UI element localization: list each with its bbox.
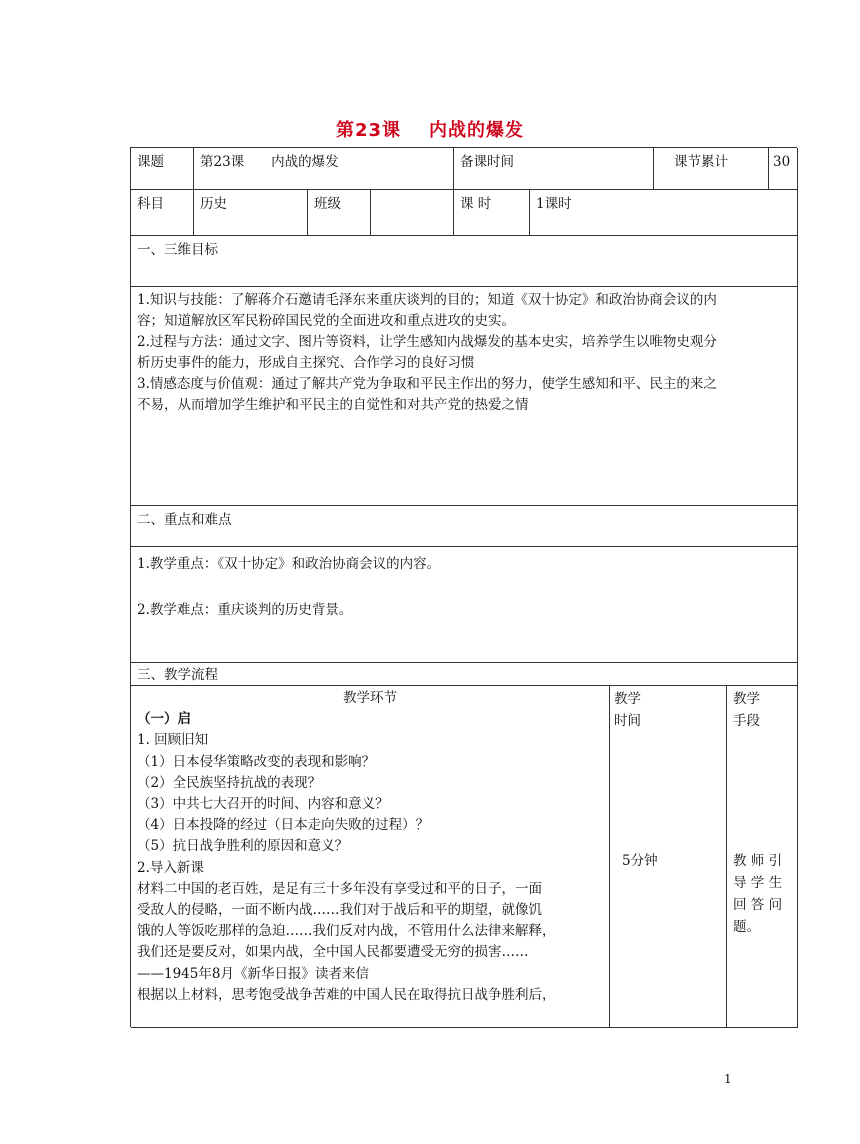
section2-heading: 二、重点和难点 (131, 506, 798, 547)
subject-label: 科目 (131, 190, 194, 236)
page-number: 1 (724, 1072, 732, 1086)
hours-value: 1课时 (530, 190, 798, 236)
topic-value: 第23课 内战的爆发 (194, 148, 454, 190)
means-header-1: 教学 (733, 691, 760, 707)
prep-time-label: 备课时间 (454, 148, 654, 190)
means-line: 回 答 问 (733, 897, 783, 913)
hours-label: 课 时 (454, 190, 530, 236)
means-column (727, 686, 798, 1028)
means-header-2: 手段 (733, 713, 760, 729)
part-title: （一）启 (137, 711, 191, 728)
time-column (610, 686, 727, 1028)
material-line: 饿的人等饭吃那样的急迫……我们反对内战，不管用什么法律来解释， (137, 923, 556, 940)
material-line: 根据以上材料，思考饱受战争苦难的中国人民在取得抗日战争胜利后， (137, 986, 556, 1003)
review-title: 1. 回顾旧知 (137, 732, 209, 749)
section1-heading: 一、三维目标 (131, 236, 798, 287)
means-line: 教 师 引 (733, 853, 783, 869)
objective-line: 1.知识与技能：了解蒋介石邀请毛泽东来重庆谈判的目的；知道《双十协定》和政治协商会议的内 (137, 292, 717, 308)
material-line: 我们还是要反对，如果内战，全中国人民都要遭受无穷的损害…… (137, 944, 529, 961)
time-header-1: 教学 (614, 691, 641, 707)
objective-line: 析历史事件的能力，形成自主探究、合作学习的良好习惯 (137, 355, 475, 371)
time-value: 5分钟 (622, 853, 658, 869)
question-item: （4）日本投降的经过（日本走向失败的过程）？ (137, 817, 430, 834)
lesson-name: 内战的爆发 (429, 120, 525, 141)
objective-line: 不易，从而增加学生维护和平民主的自觉性和对共产党的热爱之情 (137, 397, 529, 413)
key-point: 1.教学重点：《双十协定》和政治协商会议的内容。 (137, 556, 441, 572)
objective-line: 3.情感态度与价值观：通过了解共产党为争取和平民主作出的努力，使学生感知和平、民主的来之 (137, 376, 717, 392)
section2-content (131, 547, 798, 663)
question-item: （3）中共七大召开的时间、内容和意义？ (137, 796, 389, 813)
section3-heading: 三、教学流程 (131, 663, 798, 686)
time-header-2: 时间 (614, 713, 641, 729)
material-source: ——1945年8月《新华日报》读者来信 (137, 965, 369, 982)
objective-line: 容；知道解放区军民粉碎国民党的全面进攻和重点进攻的史实。 (137, 313, 515, 329)
intro-title: 2.导入新课 (137, 859, 204, 876)
cumulative-label: 课节累计 (654, 148, 769, 190)
section1-content (131, 287, 798, 506)
lesson-number: 第23课 (335, 120, 402, 141)
difficulty: 2.教学难点：重庆谈判的历史背景。 (137, 602, 353, 618)
process-header: 教学环节 (343, 690, 397, 706)
question-item: （1）日本侵华策略改变的表现和影响？ (137, 753, 376, 770)
topic-label: 课题 (131, 148, 194, 190)
page-title (0, 116, 860, 142)
lesson-plan-table (130, 147, 797, 1027)
cumulative-value: 30 (769, 148, 798, 190)
question-item: （2）全民族坚持抗战的表现？ (137, 774, 322, 791)
means-line: 导 学 生 (733, 875, 783, 891)
class-label: 班级 (308, 190, 371, 236)
question-item: （5）抗日战争胜利的原因和意义？ (137, 838, 349, 855)
material-line: 材料二中国的老百姓，是足有三十多年没有享受过和平的日子，一面 (137, 880, 542, 897)
class-value (371, 190, 454, 236)
subject-value: 历史 (194, 190, 308, 236)
material-line: 受敌人的侵略，一面不断内战……我们对于战后和平的期望，就像饥 (137, 902, 542, 919)
process-column (131, 686, 610, 1028)
means-line: 题。 (733, 919, 760, 935)
objective-line: 2.过程与方法：通过文字、图片等资料，让学生感知内战爆发的基本史实，培养学生以唯物史观分 (137, 334, 717, 350)
